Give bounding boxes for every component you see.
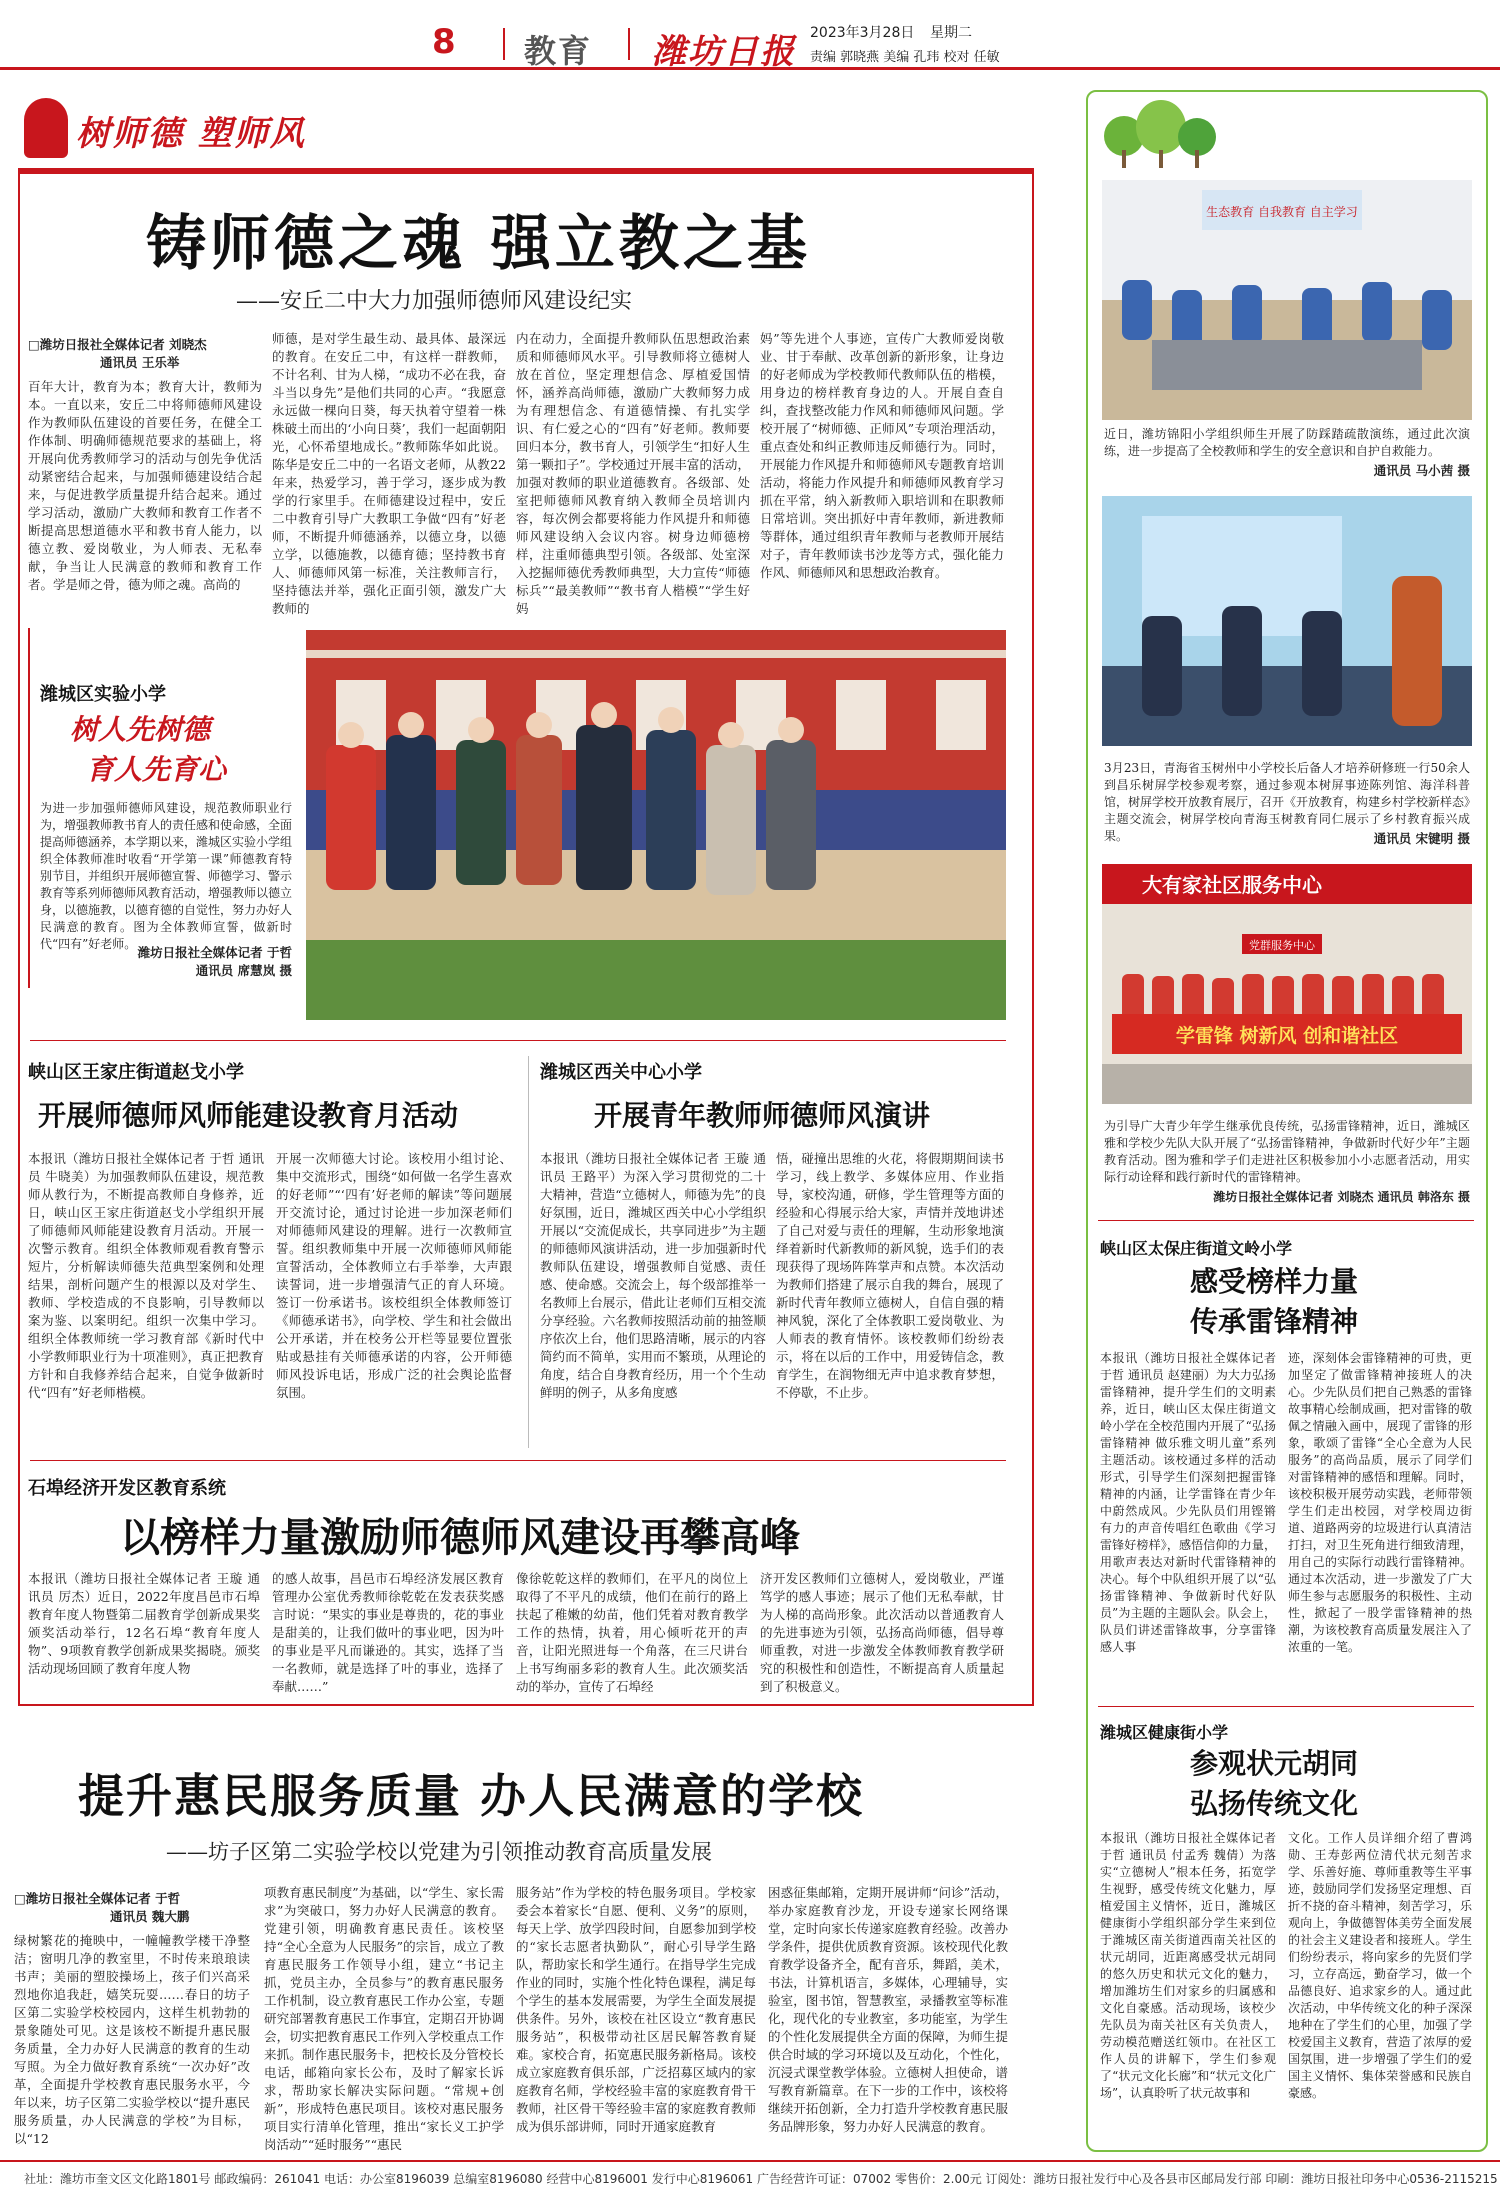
kicker-r2: 潍城区健康街小学: [1100, 1723, 1229, 1742]
a3-col-2: 开展一次师德大讨论。该校用小组讨论、集中交流形式，围绕“如何做一名学生喜欢的好老师”“‘四有’好老师的解读”等问题展开交流讨论，通过讨论进一步加深老师们对师德师风建设的理解。进行一次教师宣誓。组织教师集中开展一次师德师风师能宣誓活动，全体教师立右手举拳，大声跟读誓词，进一步增强清气正的育人环境。签订一份承诺书。该校组织全体教师签订《师德承诺书》，向学校、学生和社会做出公开承诺，并在校务公开栏等显要位置张贴或悬挂有关师德承诺的内容，公开师德师风投诉电话，形成广泛的社会舆论监督氛围。: [276, 1151, 512, 1400]
column-divider: [528, 1056, 529, 1448]
service-center-sign: 大有家社区服务中心: [1142, 873, 1322, 897]
credit-part: 潍坊日报社全媒体记者 刘晓杰: [1213, 1190, 1374, 1204]
byline-line: □潍坊日报社全媒体记者 刘晓杰: [28, 337, 207, 352]
page-number: 8: [432, 22, 456, 62]
a2-credit: [40, 944, 292, 980]
divider: [628, 28, 630, 60]
r2-col-2: 文化。工作人员详细介绍了曹鸿勋、王寿彭两位清代状元刻苦求学、乐善好施、尊师重教等生平事迹，鼓励同学们发扬坚定理想、百折不挠的奋斗精神，刻苦学习，乐观向上，争做德智体美劳全面发展的社会主义建设者和接班人。学生们纷纷表示，将向家乡的先贤们学习，立存高远，勤奋学习，做一个品德良好、追求家乡的人。通过此次活动，中华传统文化的种子深深地种在了学生们的心里，加强了学校爱国主义教育，营造了浓厚的爱国氛围，进一步增强了学生们的爱国主义情怀、集体荣誉感和民族自豪感。: [1288, 1831, 1472, 2100]
a6-col-4: 困惑征集邮箱，定期开展讲师“问诊”活动，举办家庭教育沙龙，开设专递家长网络课堂，定时向家长传递家庭教育经验。改善办学条件，提供优质教育资源。该校现代化教育教学设备齐全，配有音乐，舞蹈，美术，书法，计算机语言，多媒体，心理辅导，实验室，图书馆，智慧教室，录播教室等标准化，现代化的专业教室，多功能室，为学生的个性化发展提供全方面的保障，为师生提供合时域的学习环境以及互动化，个性化，沉浸式课堂教学体验。立德树人担使命，谱写教育新篇章。在下一步的工作中，该校将继续开拓创新，全力打造升学校教育惠民服务品牌形象，努力办好人民满意的教育。: [768, 1885, 1008, 2134]
r1-col-1: 本报讯（潍坊日报社全媒体记者 于哲 通讯员 赵建丽）为大力弘扬雷锋精神，提升学生们的文明素养，近日，峡山区太保庄街道文岭小学在全校范围内开展了“弘扬雷锋精神 做乐雅文明儿童”系列主题活动。该校通过多样的活动形式，引导学生们深刻把握雷锋精神的内涵，让学雷锋在青少年中蔚然成风。少先队员们用铿锵有力的声音传唱红色歌曲《学习雷锋好榜样》，感悟信仰的力量，用歌声表达对新时代雷锋精神的决心。每个中队组织开展了以“弘扬雷锋精神、争做新时代好队员”为主题的主题队会。队会上，队员们讲述雷锋故事，分享雷锋感人事: [1100, 1351, 1276, 1654]
a5-col-4: 济开发区教师们立德树人，爱岗敬业，严谨笃学的感人事迹；展示了他们无私奉献，甘为人梯的高尚形象。此次活动以普通教育人的先进事迹为引领，弘扬高尚师德，倡导尊师重教，对进一步激发全体教师教育教学研究的积极性和创造性，不断提高育人质量起到了积极意义。: [760, 1571, 1004, 1694]
rule: [1098, 1220, 1474, 1221]
volunteer-photo: [1102, 864, 1472, 1104]
a5-col-3: 像徐乾乾这样的教师们，在平凡的岗位上取得了不平凡的成绩，他们在前行的路上扶起了稚嫩的幼苗，他们凭着对教育教学工作的热情，执着，用心倾听花开的声音，让阳光照进每一个角落，在三尺讲台上书写绚丽多彩的教育人生。此次颁奖活动的举办，宣传了石埠经: [516, 1571, 748, 1694]
kicker-a3: 峡山区王家庄街道赵戈小学: [28, 1062, 244, 1083]
editors-line: 责编 郭晓燕 美编 孔玮 校对 任敏: [810, 50, 1000, 65]
byline-a1: [28, 336, 208, 372]
newspaper-logo: 潍坊日报: [652, 32, 796, 72]
byline-line: □潍坊日报社全媒体记者 于哲: [14, 1891, 181, 1906]
section-name: 教育: [524, 32, 593, 70]
photo3-caption: 为引导广大青少年学生继承优良传统，弘扬雷锋精神，近日，潍城区雅和学校少先队大队开展了“弘扬雷锋精神，争做新时代好少年”主题教育活动。图为雅和学子们走进社区积极参加小小志愿者活动，用实际行动诠释和践行新时代的雷锋精神。: [1104, 1119, 1470, 1184]
kicker-a5: 石埠经济开发区教育系统: [28, 1478, 226, 1499]
a1-col-2: 师德，是对学生最生动、最具体、最深远的教育。在安丘二中，有这样一群教师，不计名利、甘为人梯，“成功不必在我，奋斗当以身先”是他们共同的心声。“我愿意永远做一棵向日葵，每天执着守望着一株株破土而出的‘小向日葵’，我们一起面朝阳光，心怀希望地成长。”教师陈华如此说。陈华是安丘二中的一名语文老师，从教22年来，热爱学习，善于学习，逐步成为教学的行家里手。在师德建设过程中，安丘二中教育引导广大教职工争做“四有”好老师，不断提升师德涵养，以德立身，以德立学，以德施教，以德育德；坚持教书育人、师德师风第一标准，关注教师言行，坚持德法并举，强化正面引领，激发广大教师的: [272, 331, 506, 616]
headline-a1: 铸师德之魂 强立教之基: [146, 209, 811, 279]
volunteer-banner-text: 学雷锋 树新风 创和谐社区: [1175, 1025, 1399, 1047]
a1-col-4: 妈”等先进个人事迹，宣传广大教师爱岗敬业、甘于奉献、改革创新的新形象，让身边的好老师成为学校教师代教师队伍的楷模，用身边的榜样教育身边的人。开展自查自纠，查找整改能力作风和师德师风问题。学校开展了“树师德、正师风”专项治理活动，重点查处和纠正教师违反师德行为。同时，开展能力作风提升和师德师风专题教育培训活动，将能力作风提升和师德师风教育学习抓在平常，纳入新教师入职培训和在职教师日常培训。突出抓好中青年教师，新进教师等群体，通过组织青年教师与老教师开展结对子，青年教师读书沙龙等方式，强化能力作风、师德师风和思想政治教育。: [760, 331, 1004, 580]
classroom-banner: 生态教育 自我教育 自主学习: [1206, 205, 1358, 219]
a4-col-1: 本报讯（潍坊日报社全媒体记者 王璇 通讯员 王路平）为深入学习贯彻党的二十大精神，营造“立德树人，师德为先”的良好氛围，近日，潍城区西关中心小学组织开展以“交流促成长，共享同进步”为主题的师德师风演讲活动，进一步加强新时代教师队伍建设，增强教师自觉感、责任感、使命感。交流会上，每个级部推举一名教师上台展示，借此让老师们互相交流分享经验。六名教师按照活动前的抽签顺序依次上台，他们思路清晰，展示的内容简约而不简单，实用而不繁琐，从理论的角度，结合自身教育经历，用一个个生动鲜明的例子，从多角度感: [540, 1151, 766, 1400]
a6-col-1: 绿树繁花的掩映中，一幢幢教学楼干净整洁；窗明几净的教室里，不时传来琅琅读书声；美丽的塑胶操场上，孩子们兴高采烈地你追我赶，嬉笑玩耍……春日的坊子区第二实验学校校园内，这样生机勃勃的景象随处可见。这是该校不断提升惠民服务质量，全力办好人民满意的教育的生动写照。为全力做好教育系统“一次办好”改革，全面提升学校教育惠民服务水平，今年以来，坊子区第二实验学校以“提升惠民服务质量，办人民满意的学校”为目标，以“12: [14, 1933, 250, 2146]
byline-a6: [14, 1890, 250, 1926]
r1-col-2: 迹，深刻体会雷锋精神的可贵，更加坚定了做雷锋精神接班人的决心。少先队员们把自己熟悉的雷锋故事精心绘制成画，把对雷锋的敬佩之情融入画中，展现了雷锋的形象，歌颂了雷锋“全心全意为人民服务”的高尚品质，展示了同学们对雷锋精神的感悟和理解。同时，该校积极开展劳动实践，老师带领学生们走出校园，对学校周边街道、道路两旁的垃圾进行认真清洁打扫，对卫生死角进行细致清理，用自己的实际行动践行雷锋精神。通过本次活动，进一步激发了广大师生参与志愿服务的积极性、主动性，掀起了一股学雷锋精神的热潮，为该校教育高质量发展注入了浓重的一笔。: [1288, 1351, 1472, 1654]
headline-line: 传承雷锋精神: [1190, 1305, 1359, 1338]
headline-line: 育人先育心: [86, 753, 227, 786]
credit-part: 通讯员 韩洛东 摄: [1377, 1190, 1470, 1204]
party-center-sign: 党群服务中心: [1249, 939, 1315, 952]
subhead-a1: ——安丘二中大力加强师德师风建设纪实: [236, 289, 633, 314]
headline-r2: [1190, 1744, 1358, 1824]
rule: [30, 1460, 1006, 1461]
photo1-caption: 近日，潍坊锦阳小学组织师生开展了防踩踏疏散演练，通过此次演练，进一步提高了全校教师和学生的安全意识和自护自救能力。: [1104, 427, 1470, 458]
credit-line: 通讯员 席慧岚 摄: [195, 963, 292, 978]
kicker-a2: 潍城区实验小学: [40, 684, 166, 705]
byline-line: 通讯员 王乐举: [100, 355, 180, 370]
photo2-caption: 3月23日，青海省玉树州中小学校长后备人才培养研修班一行50余人到昌乐树屏学校参观考察，通过参观本树屏事迹陈列馆、海洋科普馆，树屏学校开放教育展厅，召开《开放教育，构建乡村学校新样态》主题交流会，树屏学校向青海玉树教育同仁展示了乡村教育振兴成果。: [1104, 761, 1471, 843]
r2-col-1: 本报讯（潍坊日报社全媒体记者 于哲 通讯员 付孟秀 魏倩）为落实“立德树人”根本任务，拓宽学生视野，感受传统文化魅力，厚植爱国主义情怀，近日，潍城区健康街小学组织部分学生来到位于潍城区南关街道西南关社区的状元胡同，近距离感受状元胡同的悠久历史和状元文化的魅力，增加潍坊生们对家乡的归属感和文化自豪感。活动现场，该校少先队员为南关社区有关负责人，劳动模范赠送红领巾。在社区工作人员的讲解下，学生们参观了“状元文化长廊”和“状元文化广场”，认真聆听了状元故事和: [1100, 1831, 1276, 2100]
weekday: 星期二: [930, 25, 972, 41]
headline-a5: 以榜样力量激励师德师风建设再攀高峰: [120, 1514, 800, 1561]
issue-date: 2023年3月28日: [810, 25, 915, 41]
a5-col-2: 的感人故事，昌邑市石埠经济发展区教育管理办公室优秀教师徐乾乾在发表获奖感言时说：“果实的事业是尊贵的，花的事业是甜美的，让我们做叶的事业吧，因为叶的事业是平凡而谦逊的。其实，选择了当一名教师，就是选择了叶的事业，选择了奉献……”: [272, 1571, 504, 1694]
headline-a4: 开展青年教师师德师风演讲: [594, 1099, 931, 1132]
headline-line: 弘扬传统文化: [1190, 1787, 1359, 1820]
headline-line: 树人先树德: [70, 713, 211, 746]
a4-col-2: 悟，碰撞出思维的火花，将假期期间读书学习，线上教学、多媒体应用、作业指导，家校沟通，研修，学生管理等方面的经验和心得展示给大家，声情并茂地讲述了自己对爱与责任的理解，生动形象地演绎着新时代新教师的新风貌，选手们的表现获得了现场阵阵掌声和点赞。本次活动为教师们搭建了展示自我的舞台，展现了新时代青年教师立德树人，自信自强的精神风貌，深化了全体教职工爱岗敬业、为人师表的教育情怀。该校教师们纷纷表示，将在以后的工作中，用爱铸信念，教育学生，在润物细无声中追求教育梦想，不停歇，不止步。: [776, 1151, 1004, 1400]
headline-r1: [1190, 1262, 1358, 1342]
a6-col-2: 项教育惠民制度”为基础，以“学生、家长需求”为突破口，努力办好人民满意的教育。党建引领，明确教育惠民责任。该校坚持“全心全意为人民服务”的宗旨，成立了教育惠民服务工作领导小组，建立“书记主抓，党员主办，全员参与”的教育惠民服务工作机制，设立教育惠民工作办公室，专题研究部署教育惠民工作事宜，定期召开协调会，切实把教育惠民工作列入学校重点工作来抓。制作惠民服务卡，把校长及分管校长电话，邮箱向家长公布，及时了解家长诉求，帮助家长解决实际问题。“常规+创新”，形成特色惠民项目。该校对惠民服务项目实行清单化管理，推出“家长义工护学岗活动”“延时服务”“惠民: [264, 1885, 504, 2152]
rule: [1098, 1706, 1474, 1707]
subhead-a6: ——坊子区第二实验学校以党建为引领推动教育高质量发展: [166, 1840, 712, 1864]
photo3-credit: [1104, 1188, 1470, 1206]
kicker-r1: 峡山区太保庄街道文岭小学: [1100, 1239, 1293, 1258]
headline-a3: 开展师德师风师能建设教育月活动: [38, 1099, 459, 1132]
a5-col-1: 本报讯（潍坊日报社全媒体记者 王璇 通讯员 厉杰）近日，2022年度昌邑市石埠教育年度人物暨第二届教育学创新成果奖颁奖活动举行，12名石埠“教育年度人物”、9项教育教学创新成果奖揭晓。颁奖活动现场回顾了教育年度人物: [28, 1571, 260, 1676]
photo1-credit: 通讯员 马小茜 摄: [1373, 463, 1470, 478]
a2-caption: 为进一步加强师德师风建设，规范教师职业行为，增强教师教书育人的责任感和使命感，全面提高师德涵养，本学期以来，潍城区实验小学组织全体教师准时收看“开学第一课”师德教育特别节目，并组织开展师德宣誓、师德学习、警示教育等系列师德师风教育活动，增强教师以德立身，以德施教，以德育德的自觉性，努力办好人民满意的教育。图为全体教师宣誓，做新时代“四有”好老师。: [40, 801, 293, 951]
a1-col-1: 百年大计，教育为本；教育大计，教师为本。一直以来，安丘二中将师德师风建设作为教师队伍建设的首要任务，在健全工作体制、明确师德规范要求的基础上，将开展向优秀教师学习的活动与创先争优活动紧密结合起来，与加强师德建设结合起来，与促进教学质量提升结合起来。通过学习活动，激励广大教师和教育工作者不断提高思想道德水平和教书育人能力，以德立教、爱岗敬业，为人师表、无私奉献，争当让人民满意的教师和教育工作者。学是师之骨，德为师之魂。高尚的: [28, 379, 262, 592]
headline-a6: 提升惠民服务质量 办人民满意的学校: [78, 1769, 865, 1823]
tree-decoration-icon: [1104, 100, 1244, 170]
byline-line: 通讯员 魏大鹏: [110, 1909, 190, 1924]
headline-line: 参观状元胡同: [1190, 1747, 1359, 1780]
masthead: [0, 0, 1500, 70]
a1-col-3: 内在动力，全面提升教师队伍思想政治素质和师德师风水平。引导教师将立德树人放在首位，坚定理想信念、厚植爱国情怀，涵养高尚师德，激励广大教师努力成为有理想信念、有道德情操、有扎实学识、有仁爱之心的“四有”好老师。教师要回归本分，教书育人，引领学生“扣好人生第一颗扣子”。学校通过开展丰富的活动，加强对教师的职业道德教育。各级部、处室把师德师风教育纳入教师全员培训内容，每次例会都要将能力作风提升和师德师风建设纳入会议内容。树身边师德榜样，注重师德典型引领。各级部、处室深入挖掘师德优秀教师典型，大力宣传“师德标兵”“最美教师”“教书育人楷模”“学生好妈: [516, 331, 750, 616]
headline-a2: [70, 710, 226, 790]
oath-ceremony-photo: [306, 630, 1006, 1020]
photo2-credit: 通讯员 宋键明 摄: [1373, 831, 1470, 846]
rule: [30, 1040, 1006, 1041]
kicker-a4: 潍城区西关中心小学: [540, 1062, 702, 1083]
a6-col-3: 服务站”作为学校的特色服务项目。学校家委会本着家长“自愿、便利、义务”的原则，每天上学、放学四段时间，自愿参加到学校的“家长志愿者执勤队”，耐心引导学生路队，帮助家长和学生通行。在指导学生完成作业的同时，实施个性化特色课程，满足每个学生的基本发展需要，为学生全面发展提供条件。另外，该校在社区设立“教育惠民服务站”，积极带动社区居民解答教育疑难。家校合育，拓宽惠民服务新格局。该校成立家庭教育俱乐部，广泛招募区域内的家庭教育名师，学校经验丰富的家庭教育骨干教师，社区骨干等经验丰富的家庭教育教师成为俱乐部讲师，同时开通家庭教育: [516, 1885, 756, 2134]
a3-col-1: 本报讯（潍坊日报社全媒体记者 于哲 通讯员 牛晓美）为加强教师队伍建设，规范教师从教行为，不断提高教师自身修养，近日，峡山区王家庄街道赵戈小学组织开展了师德师风师能建设教育月活动。开展一次警示教育。组织全体教师观看教育警示短片，分析解读师德失范典型案例和处理结果，剖析问题产生的根源以及对学生、教师、学校造成的不良影响，引导教师以案为鉴、以案明纪。组织一次集中学习。组织全体教师统一学习教育部《新时代中小学教师职业行为十项准则》，真正把教育方针和自我修养结合起来，自觉争做新时代“四有”好老师楷模。: [28, 1151, 264, 1400]
footer-text: 社址：潍坊市奎文区文化路1801号 邮政编码：261041 电话：办公室8196039 总编室8196080 经营中心8196001 发行中心8196061 广告经营许可证：07002 零售价：2.00元 订阅处：潍坊日报社发行中心及各县市区邮局发行部 印刷：潍坊日报社印务中心0536-2115215: [24, 2172, 1498, 2186]
column-banner: 树师德 塑师风: [76, 114, 306, 154]
teacher-silhouette-icon: [24, 98, 68, 158]
credit-line: 潍坊日报社全媒体记者 于哲: [137, 945, 292, 960]
museum-visit-photo: [1102, 496, 1472, 746]
evacuation-drill-photo: [1102, 180, 1472, 420]
footer: [0, 2160, 1500, 2190]
divider: [503, 28, 505, 60]
headline-line: 感受榜样力量: [1190, 1265, 1359, 1298]
